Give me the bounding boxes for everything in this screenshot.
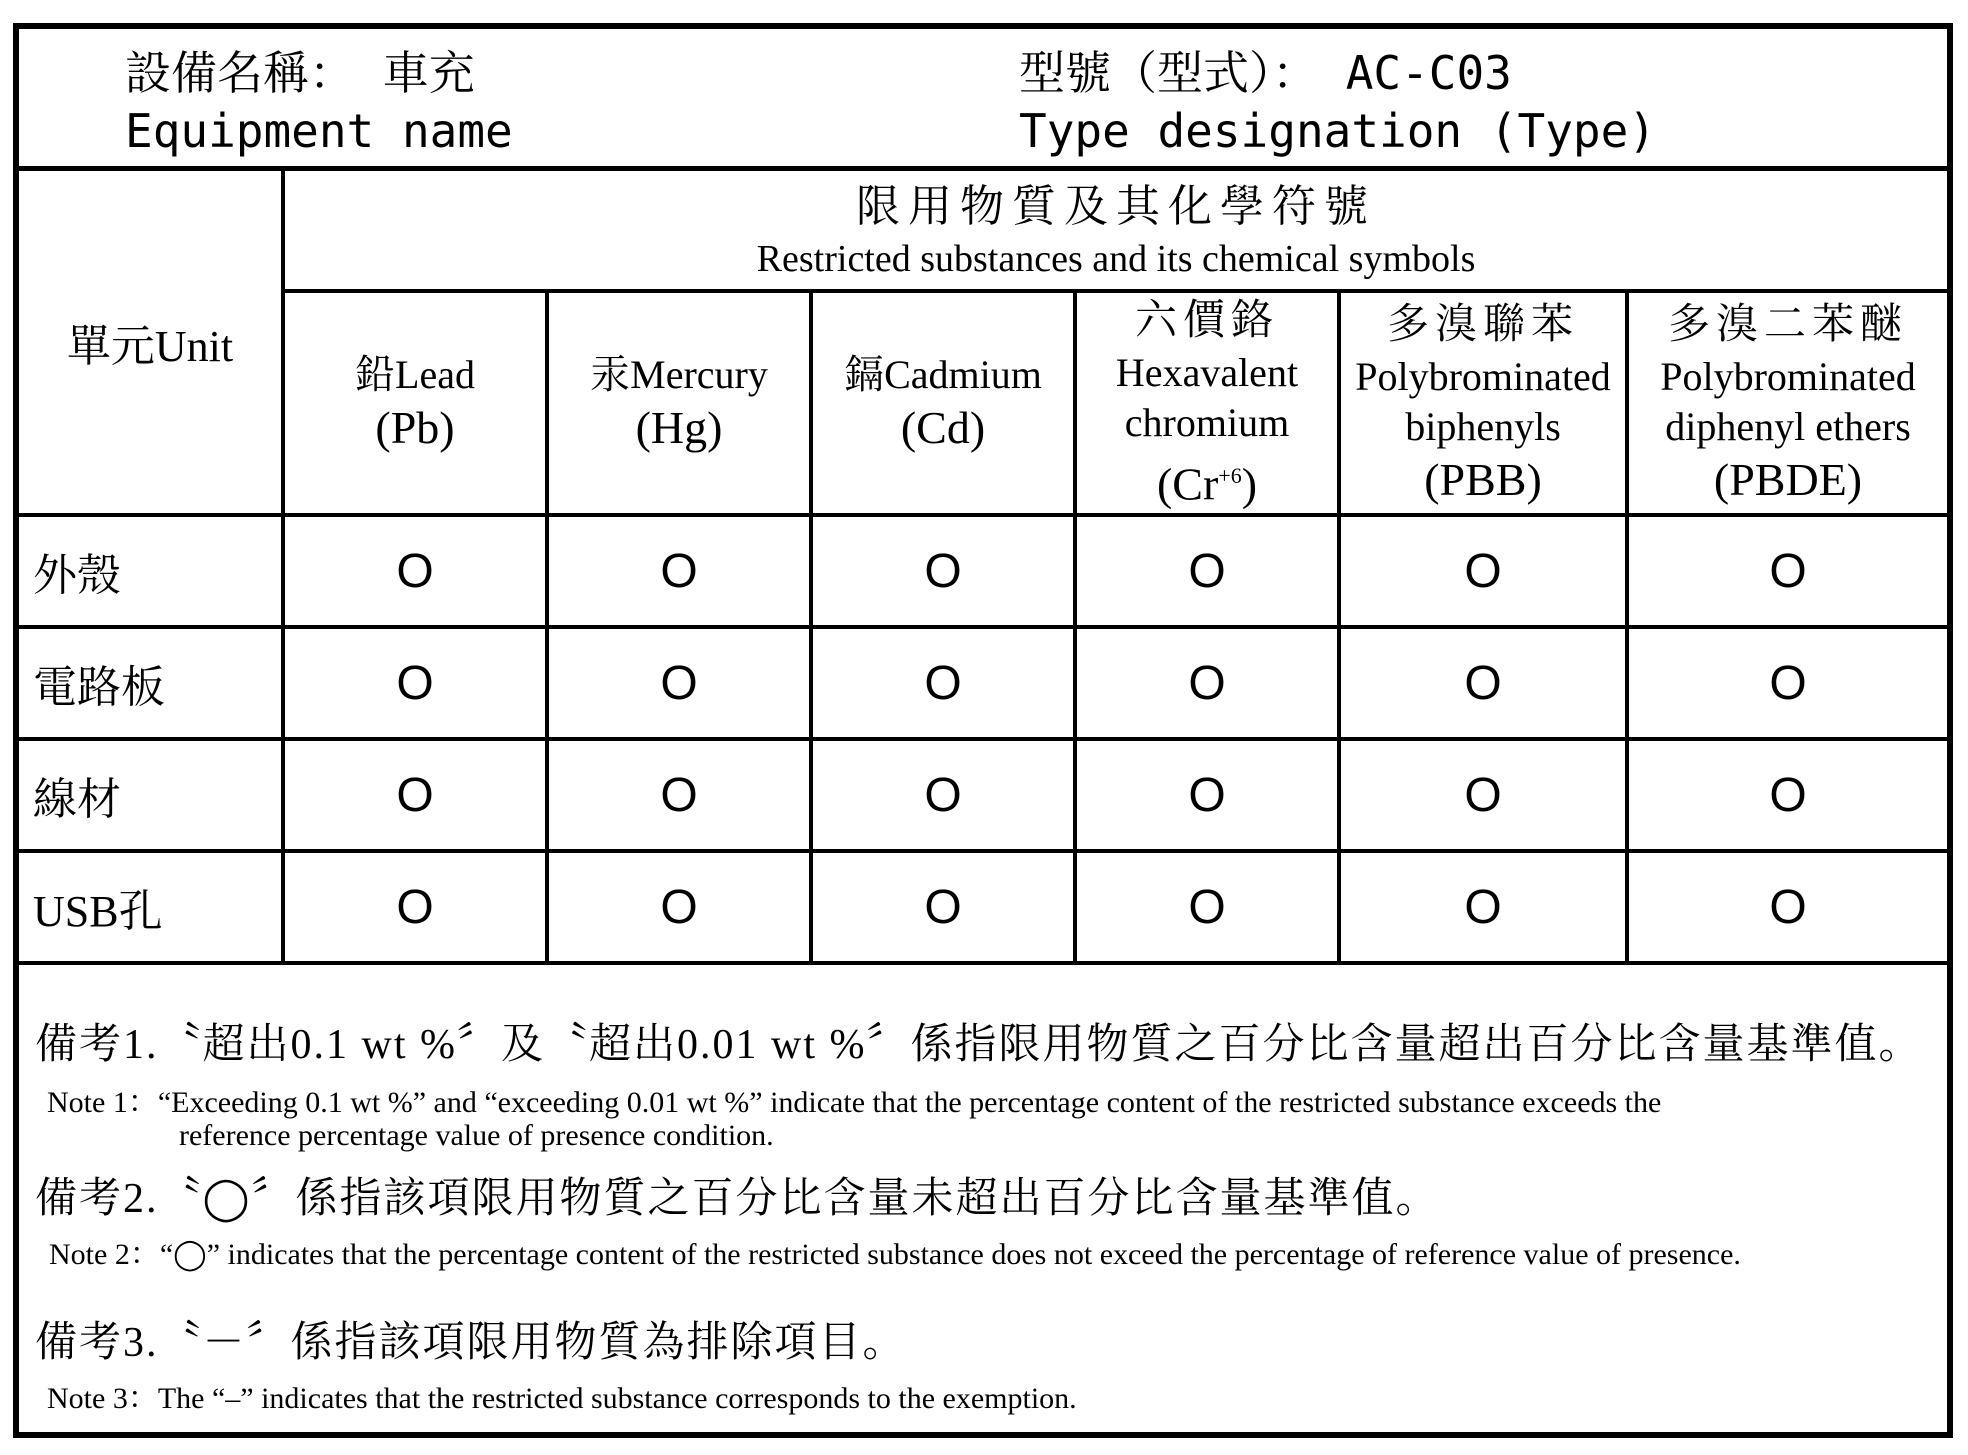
note-2-en: Note 2：“◯” indicates that the percentage content of the restricted substance does not exceed the percentage of reference value of presence. (49, 1238, 1741, 1271)
equipment-name-value: 車充 (382, 46, 475, 100)
column-lead: 鉛Lead (Pb) (283, 291, 547, 515)
compliance-mark: O (1339, 739, 1627, 851)
restricted-substances-title-en: Restricted substances and its chemical symbols (756, 238, 1476, 280)
compliance-mark: O (1339, 851, 1627, 963)
equipment-name-label-zh: 設備名稱： 車充 (125, 46, 475, 100)
compliance-mark: O (1627, 739, 1947, 851)
compliance-mark: O (283, 739, 547, 851)
compliance-mark: O (1075, 515, 1339, 627)
column-pbde: 多溴二苯醚 Polybrominated diphenyl ethers (PBDE) (1627, 291, 1947, 515)
column-hexavalent-chromium: 六價鉻 Hexavalent chromium $(Cr^{+6})$ (1075, 291, 1339, 515)
restricted-substances-title-zh: 限用物質及其化學符號 (856, 182, 1377, 231)
compliance-mark: O (547, 627, 811, 739)
note-1-en-line-2: reference percentage value of presence condition. (179, 1119, 774, 1152)
compliance-mark: O (811, 627, 1075, 739)
compliance-mark: O (283, 515, 547, 627)
compliance-mark: O (547, 739, 811, 851)
compliance-mark: O (547, 515, 811, 627)
compliance-mark: O (283, 627, 547, 739)
compliance-mark: O (1627, 627, 1947, 739)
row-unit-label: 線材 (19, 739, 283, 851)
unit-column-header: 單元Unit (19, 171, 283, 515)
rohs-declaration-table (13, 23, 1953, 1438)
restricted-substances-header (283, 171, 1947, 291)
note-1-en-line-1: Note 1：“Exceeding 0.1 wt %” and “exceeding 0.01 wt %” indicate that the percentage content of the restricted substance exceeds the (47, 1086, 1662, 1119)
note-1-zh: 備考1.〝超出0.1 wt %〞及〝超出0.01 wt %〞係指限用物質之百分比含量超出百分比含量基準值。 (35, 1022, 1923, 1068)
compliance-mark: O (811, 739, 1075, 851)
column-pbb: 多溴聯苯 Polybrominated biphenyls (PBB) (1339, 291, 1627, 515)
table-row (19, 515, 1947, 627)
type-designation-value: AC-C03 (1345, 46, 1512, 100)
table-row (19, 851, 1947, 963)
table-row (19, 739, 1947, 851)
row-unit-label: 電路板 (19, 627, 283, 739)
note-2-zh: 備考2.〝◯〞係指該項限用物質之百分比含量未超出百分比含量基準值。 (35, 1176, 1440, 1222)
compliance-mark: O (283, 851, 547, 963)
compliance-mark: O (1075, 851, 1339, 963)
row-unit-label: 外殼 (19, 515, 283, 627)
column-mercury: 汞Mercury (Hg) (547, 291, 811, 515)
compliance-mark: O (1075, 627, 1339, 739)
compliance-mark: O (547, 851, 811, 963)
compliance-mark: O (1627, 851, 1947, 963)
compliance-mark: O (1339, 627, 1627, 739)
equipment-header (19, 29, 1947, 171)
table-row (19, 627, 1947, 739)
compliance-mark: O (1627, 515, 1947, 627)
compliance-mark: O (1075, 739, 1339, 851)
compliance-mark: O (811, 515, 1075, 627)
row-unit-label: USB孔 (19, 851, 283, 963)
compliance-mark: O (811, 851, 1075, 963)
substance-table (19, 171, 1947, 965)
compliance-mark: O (1339, 515, 1627, 627)
equipment-name-label-en: Equipment name (125, 104, 513, 158)
column-cadmium: 鎘Cadmium (Cd) (811, 291, 1075, 515)
note-3-zh: 備考3.〝－〞係指該項限用物質為排除項目。 (35, 1320, 907, 1366)
type-designation-label-zh: 型號（型式）： AC-C03 (1019, 46, 1512, 100)
note-3-en: Note 3：The “–” indicates that the restricted substance corresponds to the exemption. (47, 1382, 1077, 1415)
type-designation-label-en: Type designation (Type) (1019, 104, 1656, 158)
